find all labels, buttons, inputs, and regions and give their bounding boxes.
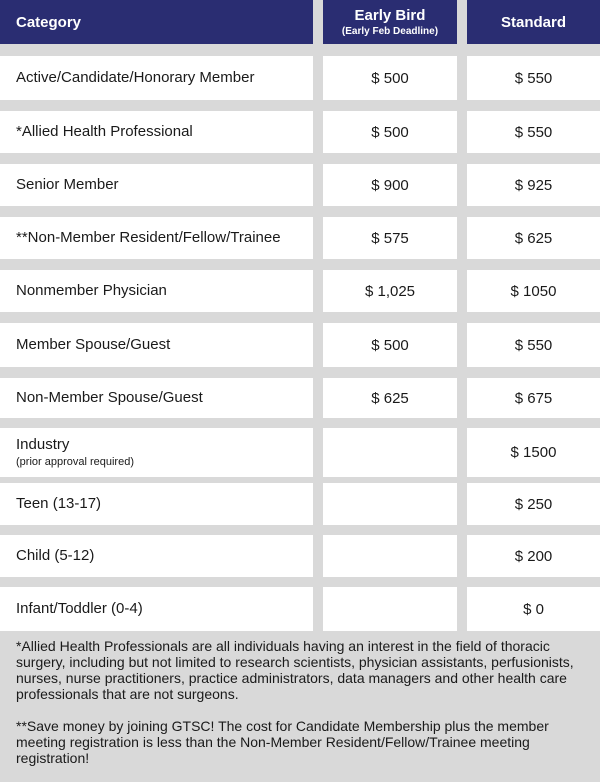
category-label: Member Spouse/Guest bbox=[16, 336, 171, 353]
category-note: (prior approval required) bbox=[16, 455, 134, 468]
early-price: $ 900 bbox=[371, 176, 409, 194]
row-category bbox=[0, 587, 313, 631]
standard-price: $ 250 bbox=[514, 495, 553, 513]
header-early-bird-deadline: (Early Feb Deadline) bbox=[341, 25, 439, 37]
row-early-price bbox=[323, 270, 457, 312]
standard-price: $ 550 bbox=[514, 336, 553, 354]
early-price: $ 625 bbox=[371, 389, 409, 407]
row-early-price bbox=[323, 56, 457, 100]
row-standard-price bbox=[467, 535, 600, 577]
row-early-price bbox=[323, 378, 457, 418]
category-label: Senior Member bbox=[16, 176, 119, 193]
row-early-price bbox=[323, 217, 457, 259]
standard-price: $ 1500 bbox=[510, 444, 557, 461]
row-standard-price bbox=[467, 587, 600, 631]
table-row bbox=[0, 111, 600, 153]
table-row bbox=[0, 587, 600, 631]
category-label: Non-Member Spouse/Guest bbox=[16, 389, 203, 406]
row-standard-price bbox=[467, 483, 600, 525]
footnote-allied-health: *Allied Health Professionals are all individuals having an interest in the field of thoracic surgery, including but not limited to research scientists, physician assistants, perfusionists, nurses, nurse practitioners, practice administrators, data managers and other health care professionals that are not surgeons. bbox=[16, 638, 574, 702]
category-label: Nonmember Physician bbox=[16, 282, 167, 299]
row-early-price bbox=[323, 535, 457, 577]
standard-price: $ 200 bbox=[514, 547, 553, 565]
standard-price: $ 550 bbox=[514, 123, 553, 141]
footnote-save-money: **Save money by joining GTSC! The cost for Candidate Membership plus the member meeting registration is less than the Non-Member Resident/Fellow/Trainee meeting registration! bbox=[16, 718, 549, 766]
row-standard-price bbox=[467, 378, 600, 418]
table-row bbox=[0, 535, 600, 577]
standard-price: $ 550 bbox=[514, 69, 553, 87]
early-price: $ 500 bbox=[371, 336, 409, 354]
table-row bbox=[0, 428, 600, 477]
category-label: *Allied Health Professional bbox=[16, 123, 193, 140]
row-category bbox=[0, 483, 313, 525]
row-category bbox=[0, 535, 313, 577]
early-price: $ 500 bbox=[371, 123, 409, 141]
standard-price: $ 625 bbox=[514, 229, 553, 247]
row-early-price bbox=[323, 164, 457, 206]
table-row bbox=[0, 323, 600, 367]
header-early-bird-label: Early Bird bbox=[354, 6, 426, 24]
early-price: $ 575 bbox=[371, 229, 409, 247]
category-label: Teen (13-17) bbox=[16, 495, 102, 512]
row-early-price bbox=[323, 587, 457, 631]
table-row bbox=[0, 164, 600, 206]
row-early-price bbox=[323, 428, 457, 477]
row-standard-price bbox=[467, 323, 600, 367]
standard-price: $ 925 bbox=[514, 176, 553, 194]
category-label: Infant/Toddler (0-4) bbox=[16, 600, 143, 617]
row-category bbox=[0, 217, 313, 259]
table-row bbox=[0, 56, 600, 100]
header-category bbox=[0, 0, 313, 44]
header-category-label: Category bbox=[16, 13, 82, 31]
row-early-price bbox=[323, 111, 457, 153]
row-category bbox=[0, 56, 313, 100]
row-standard-price bbox=[467, 270, 600, 312]
header-early-bird bbox=[323, 0, 457, 44]
early-price: $ 500 bbox=[371, 69, 409, 87]
early-price: $ 1,025 bbox=[364, 282, 416, 300]
header-standard bbox=[467, 0, 600, 44]
category-label: Industry bbox=[16, 435, 70, 453]
row-category bbox=[0, 428, 313, 477]
header-standard-label: Standard bbox=[500, 13, 566, 31]
table-row bbox=[0, 378, 600, 418]
table-header bbox=[0, 0, 600, 44]
category-label: Child (5-12) bbox=[16, 547, 95, 564]
row-category bbox=[0, 111, 313, 153]
row-category bbox=[0, 378, 313, 418]
row-early-price bbox=[323, 323, 457, 367]
category-label: **Non-Member Resident/Fellow/Trainee bbox=[16, 229, 281, 246]
row-standard-price bbox=[467, 428, 600, 477]
table-row bbox=[0, 270, 600, 312]
standard-price: $ 1050 bbox=[510, 282, 557, 300]
table-row bbox=[0, 483, 600, 525]
row-category bbox=[0, 164, 313, 206]
standard-price: $ 675 bbox=[514, 389, 553, 407]
row-early-price bbox=[323, 483, 457, 525]
category-label: Active/Candidate/Honorary Member bbox=[16, 69, 255, 86]
standard-price: $ 0 bbox=[523, 600, 544, 618]
row-category bbox=[0, 323, 313, 367]
table-row bbox=[0, 217, 600, 259]
row-standard-price bbox=[467, 164, 600, 206]
footnotes bbox=[16, 638, 591, 782]
row-standard-price bbox=[467, 217, 600, 259]
row-category bbox=[0, 270, 313, 312]
row-standard-price bbox=[467, 56, 600, 100]
row-standard-price bbox=[467, 111, 600, 153]
